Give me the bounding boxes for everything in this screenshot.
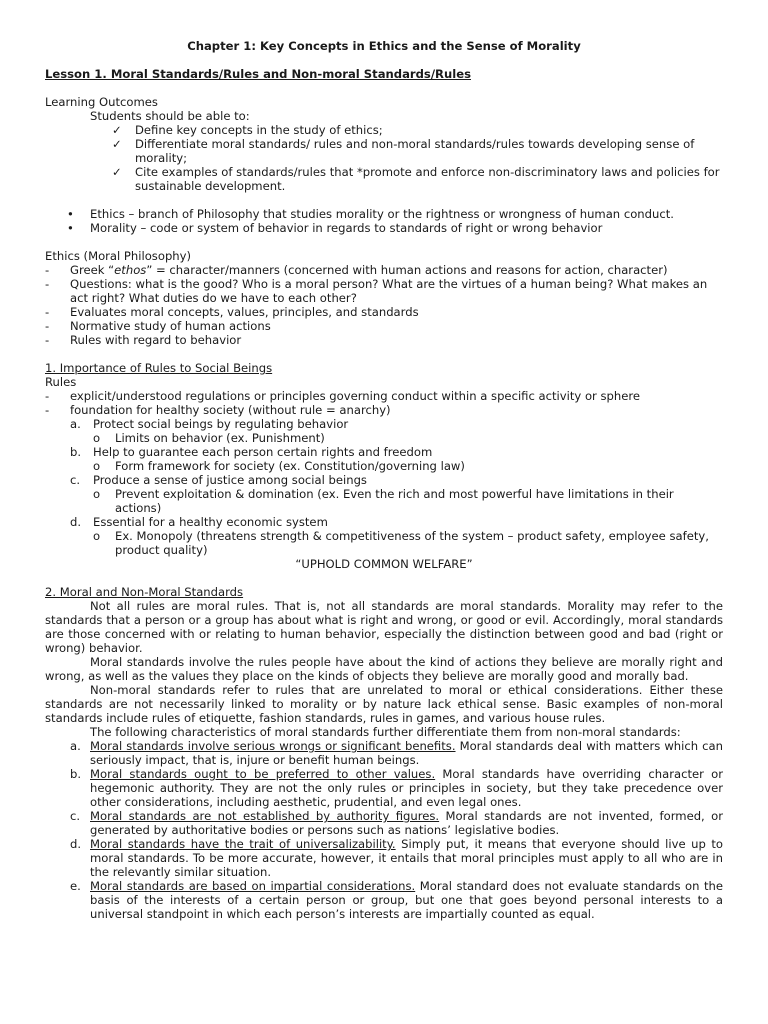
rules-purpose-item: b. Help to guarantee each person certain rights and freedom xyxy=(70,445,433,459)
rules-subheading: Rules xyxy=(45,375,77,389)
bullet-icon: • xyxy=(67,207,74,221)
ethics-item: - Normative study of human actions xyxy=(45,319,271,333)
rules-purpose-subitem: o Prevent exploitation & domination (ex. Even the rich and most powerful have limitations in their actions) xyxy=(93,487,674,515)
learning-outcomes-heading: Learning Outcomes xyxy=(45,95,158,109)
definition-item: • Morality – code or system of behavior in regards to standards of right or wrong behavior xyxy=(67,221,603,235)
rules-item: - foundation for healthy society (without rule = anarchy) xyxy=(45,403,391,417)
document-page xyxy=(45,39,723,921)
rules-purpose-subitem: o Limits on behavior (ex. Punishment) xyxy=(93,431,325,445)
rules-purpose-item: d. Essential for a healthy economic system xyxy=(70,515,328,529)
outcome-item: ✓ Cite examples of standards/rules that *promote and enforce non-discriminatory laws and policies for sustainable development. xyxy=(112,165,720,193)
paragraph: The following characteristics of moral standards further differentiate them from non-moral standards: xyxy=(90,725,681,739)
paragraph: Moral standards involve the rules people have about the kind of actions they believe are morally right and wrong, as well as the values they place on the kinds of objects they believe are morally good and morally bad. xyxy=(45,655,723,683)
ethics-heading: Ethics (Moral Philosophy) xyxy=(45,249,192,263)
outcome-item: ✓ Differentiate moral standards/ rules and non-moral standards/rules towards developing sense of morality; xyxy=(112,137,695,165)
chapter-title: Chapter 1: Key Concepts in Ethics and the Sense of Morality xyxy=(187,39,581,53)
bullet-icon: • xyxy=(67,221,74,235)
rules-item: - explicit/understood regulations or principles governing conduct within a specific activity or sphere xyxy=(45,389,641,403)
rules-purpose-item: c. Produce a sense of justice among social beings xyxy=(70,473,367,487)
motto: “UPHOLD COMMON WELFARE” xyxy=(295,557,473,571)
outcome-item: ✓ Define key concepts in the study of ethics; xyxy=(112,123,383,137)
section-1-heading: 1. Importance of Rules to Social Beings xyxy=(45,361,273,375)
characteristic-item: a. Moral standards involve serious wrongs or significant benefits. Moral standards deal with matters which can seriously impact, that is, injure or benefit human beings. xyxy=(70,739,723,767)
rules-purpose-item: a. Protect social beings by regulating behavior xyxy=(70,417,349,431)
rules-purpose-subitem: o Ex. Monopoly (threatens strength & competitiveness of the system – product safety, employee safety, product quality) xyxy=(93,529,709,557)
ethics-item: - Greek “ethos” = character/manners (concerned with human actions and reasons for action, character) xyxy=(45,263,668,277)
learning-outcomes-intro: Students should be able to: xyxy=(90,109,250,123)
paragraph: Non-moral standards refer to rules that are unrelated to moral or ethical considerations. Either these standards are not necessarily linked to morality or by nature lack ethical sense. Basic examples of non-moral standards include rules of etiquette, fashion standards, rules in games, and various house rules. xyxy=(45,683,723,725)
ethics-item: - Evaluates moral concepts, values, principles, and standards xyxy=(45,305,419,319)
ethics-item: - Rules with regard to behavior xyxy=(45,333,242,347)
rules-purpose-subitem: o Form framework for society (ex. Constitution/governing law) xyxy=(93,459,465,473)
characteristic-item: b. Moral standards ought to be preferred to other values. Moral standards have overriding character or hegemonic authority. They are not the only rules or principles in society, but they take precedence over other considerations, including aesthetic, prudential, and even legal ones. xyxy=(70,767,724,809)
lesson-heading: Lesson 1. Moral Standards/Rules and Non-moral Standards/Rules xyxy=(45,67,471,81)
checkmark-icon: ✓ xyxy=(112,137,122,151)
ethics-item: - Questions: what is the good? Who is a moral person? What are the virtues of a human being? What makes an act right? What duties do we have to each other? xyxy=(45,277,708,305)
checkmark-icon: ✓ xyxy=(112,165,122,179)
paragraph: Not all rules are moral rules. That is, not all standards are moral standards. Morality may refer to the standards that a person or a group has about what is right and wrong, or good or evil. Accordingly, moral standards are those concerned with or relating to human behavior, especially the distinction between good and bad (right or wrong) behavior. xyxy=(45,599,723,655)
section-2-heading: 2. Moral and Non-Moral Standards xyxy=(45,585,244,599)
characteristic-item: d. Moral standards have the trait of universalizability. Simply put, it means that everyone should live up to moral standards. To be more accurate, however, it entails that moral principles must apply to all who are in the relevantly similar situation. xyxy=(70,837,723,879)
definition-item: • Ethics – branch of Philosophy that studies morality or the rightness or wrongness of human conduct. xyxy=(67,207,674,221)
characteristic-item: e. Moral standards are based on impartial considerations. Moral standard does not evaluate standards on the basis of the interests of a certain person or group, but one that goes beyond personal interests to a universal standpoint in which each person’s interests are impartially counted as equal. xyxy=(70,879,724,921)
checkmark-icon: ✓ xyxy=(112,123,122,137)
characteristic-item: c. Moral standards are not established by authority figures. Moral standards are not invented, formed, or generated by authoritative bodies or persons such as nations’ legislative bodies. xyxy=(70,809,723,837)
